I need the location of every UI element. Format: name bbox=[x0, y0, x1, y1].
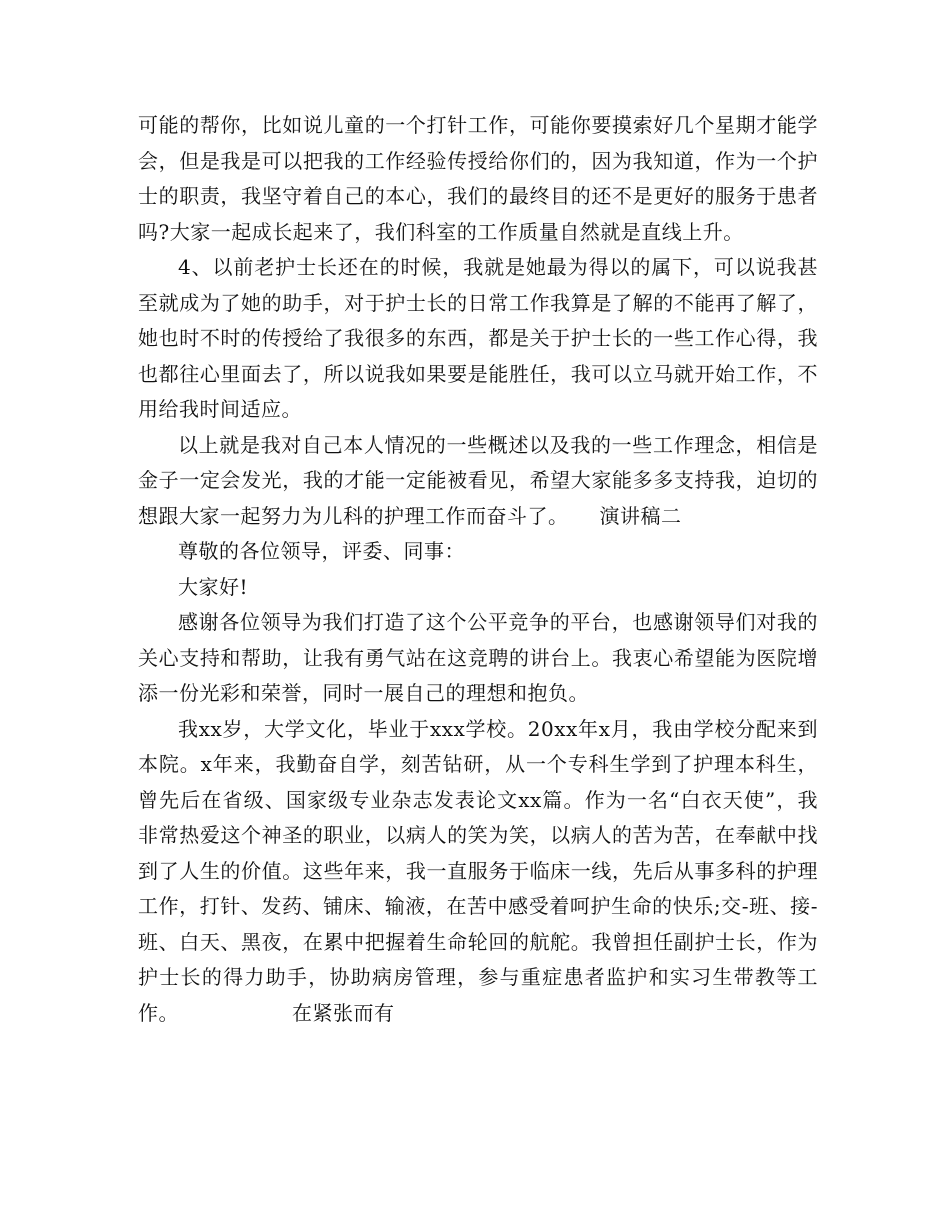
greeting: 大家好! bbox=[178, 574, 249, 599]
paragraph-7: 我xx岁，大学文化，毕业于xxx学校。20xx年x月，我由学校分配来到本院。x年来，我勤奋自学，刻苦钻研，从一个专科生学到了护理本科生，曾先后在省级、国家级专业杂志发表论文xx篇。作为一名“白衣天使”，我非常热爱这个神圣的职业，以病人的笑为笑，以病人的苦为苦，在奉献中找到了人生的价值。这些年来，我一直服务于临床一线，先后从事多科的护理工作，打针、发药、铺床、输液，在苦中感受着呵护生命的快乐;交-班、接-班、白天、黑夜，在累中把握着生命轮回的航舵。我曾担任副护士长，作为护士长的得力助手，协助病房管理，参与重症患者监护和实习生带教等工作。 在紧张而有 bbox=[138, 716, 818, 1025]
paragraph-2: 4、以前老护士长还在的时候，我就是她最为得以的属下，可以说我甚至就成为了她的助手，对于护士长的日常工作我算是了解的不能再了解了，她也时不时的传授给了我很多的东西，都是关于护士长的一些工作心得，我也都往心里面去了，所以说我如果要是能胜任，我可以立马就开始工作，不用给我时间适应。 bbox=[138, 255, 818, 421]
paragraph-3: 以上就是我对自己本人情况的一些概述以及我的一些工作理念，相信是金子一定会发光，我的才能一定能被看见，希望大家能多多支持我，迫切的想跟大家一起努力为儿科的护理工作而奋斗了。 演讲稿二 bbox=[138, 432, 818, 528]
paragraph-1: 可能的帮你，比如说儿童的一个打针工作，可能你要摸索好几个星期才能学会，但是我是可以把我的工作经验传授给你们的，因为我知道，作为一个护士的职责，我坚守着自己的本心，我们的最终目的还不是更好的服务于患者吗?大家一起成长起来了，我们科室的工作质量自然就是直线上升。 bbox=[138, 113, 818, 244]
document-body bbox=[138, 108, 818, 1031]
paragraph-6: 感谢各位领导为我们打造了这个公平竞争的平台，也感谢领导们对我的关心支持和帮助，让我有勇气站在这竞聘的讲台上。我衷心希望能为医院增添一份光彩和荣誉，同时一展自己的理想和抱负。 bbox=[138, 610, 818, 705]
salutation: 尊敬的各位领导，评委、同事： bbox=[178, 539, 465, 563]
